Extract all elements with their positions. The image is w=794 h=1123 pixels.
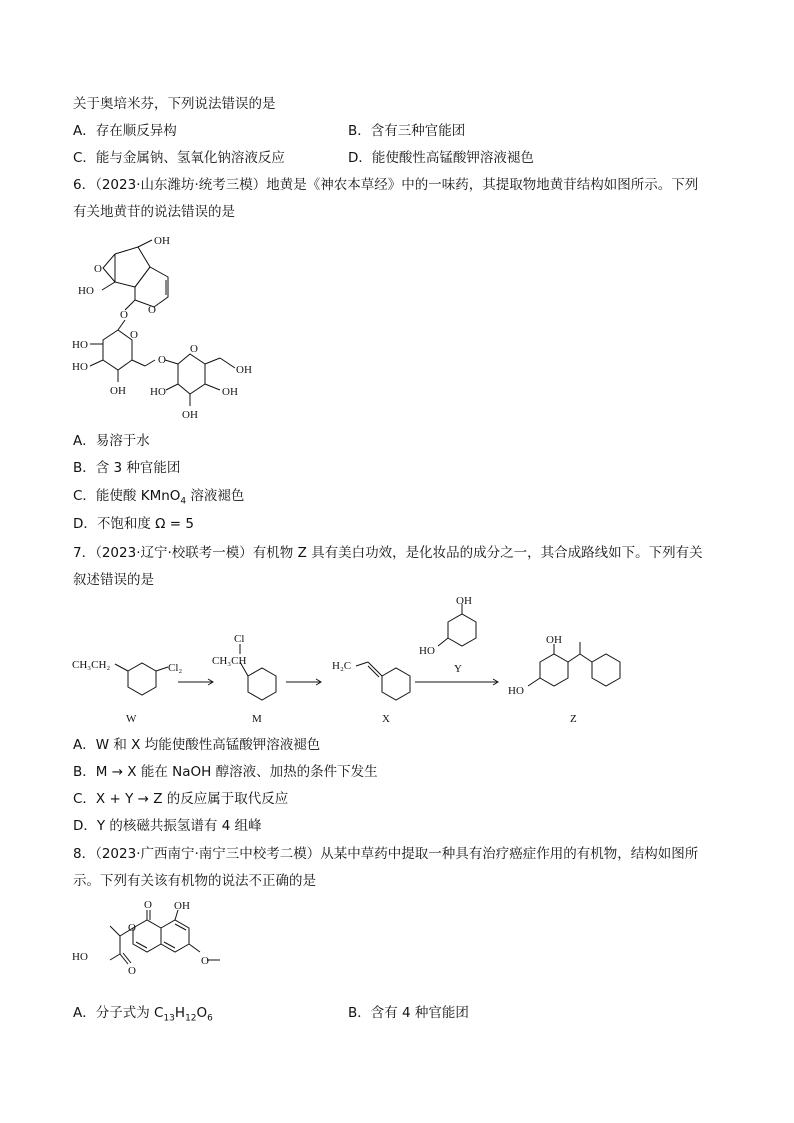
q8-structure-diagram — [70, 898, 240, 998]
q7-option-b: B．M → X 能在 NaOH 醇溶液、加热的条件下发生 — [73, 764, 378, 780]
q8-option-a: A．分子式为 $C_{13}H_{12}O_6$ — [73, 1005, 213, 1024]
q7-label-w-ch3ch2: CH₃CH₂ — [72, 659, 111, 671]
q6-option-c: C．能使酸 KMnO$_4$ 溶液褪色 — [73, 488, 245, 507]
q8-label-o-carbonyl: O — [144, 899, 152, 911]
q7-label-m: M — [252, 713, 262, 725]
q6-option-a: A．易溶于水 — [73, 433, 150, 449]
q6-label-o-ring3: O — [190, 343, 198, 355]
q6-label-ho-sugar1: HO — [72, 339, 88, 351]
q6-label-o-ring: O — [148, 304, 156, 316]
q6-stem-line1: 6．（2023·山东潍坊·统考三模）地黄是《神农本草经》中的一味药，其提取物地黄苷结构如图所示。下列 — [73, 177, 699, 193]
q7-stem-line2: 叙述错误的是 — [73, 572, 154, 588]
q6-stem-line2: 有关地黄苷的说法错误的是 — [73, 204, 235, 220]
q7-synthesis-scheme — [70, 596, 630, 734]
q7-label-x: X — [382, 713, 390, 725]
q8-label-oh: OH — [174, 900, 190, 912]
q8-label-o-acid: O — [128, 965, 136, 977]
q6-label-oh-top: OH — [154, 235, 170, 247]
q6-label-oh-sugar2: OH — [222, 386, 238, 398]
q7-label-m-ch3ch: CH₃CH — [212, 655, 247, 667]
q8-label-o-ring: O — [128, 922, 136, 934]
q7-option-a: A．W 和 X 均能使酸性高锰酸钾溶液褪色 — [73, 737, 321, 753]
q7-label-x-h2c: H₂C — [332, 660, 352, 672]
q5-option-b: B．含有三种官能团 — [348, 123, 466, 139]
q8-label-o-methoxy: O — [201, 955, 209, 967]
q5-option-a: A．存在顺反异构 — [73, 123, 177, 139]
q6-label-o-epoxide: O — [94, 263, 102, 275]
q8-stem-line1: 8．（2023·广西南宁·南宁三中校考二模）从某中草药中提取一种具有治疗癌症作用的有机物，结构如图所 — [73, 846, 699, 862]
q6-label-o-ring2: O — [130, 329, 138, 341]
q6-option-d: D．不饱和度 Ω = 5 — [73, 516, 194, 532]
q6-label-oh-ch2: OH — [236, 364, 252, 376]
q7-stem-line1: 7．（2023·辽宁·校联考一模）有机物 Z 具有美白功效，是化妆品的成分之一，其合成路线如下。下列有关 — [73, 545, 703, 561]
q5-option-c: C．能与金属钠、氢氧化钠溶液反应 — [73, 150, 285, 166]
q6-label-oh-sugar1: OH — [110, 385, 126, 397]
q7-label-z-oh: OH — [546, 634, 562, 646]
q8-stem-line2: 示。下列有关该有机物的说法不正确的是 — [73, 873, 316, 889]
q8-label-ho: HO — [72, 951, 88, 963]
q7-label-z: Z — [570, 713, 577, 725]
q7-label-y-oh: OH — [456, 596, 472, 607]
q8-option-b: B．含有 4 种官能团 — [348, 1005, 469, 1021]
q6-label-ho-sugar2: HO — [150, 386, 166, 398]
q6-structure-diagram — [70, 232, 270, 427]
q7-label-y: Y — [454, 663, 462, 675]
q5-stem: 关于奥培米芬，下列说法错误的是 — [73, 96, 276, 112]
q6-label-ho-sugar1b: HO — [72, 361, 88, 373]
q6-label-o-link2: O — [158, 354, 166, 366]
q6-label-oh-sugar2b: OH — [182, 409, 198, 421]
q7-option-d: D．Y 的核磁共振氢谱有 4 组峰 — [73, 818, 262, 834]
q7-option-c: C．X + Y → Z 的反应属于取代反应 — [73, 791, 289, 807]
q5-option-d: D．能使酸性高锰酸钾溶液褪色 — [348, 150, 534, 166]
q7-label-w-cl2: Cl₂ — [168, 662, 183, 674]
q7-label-y-ho: HO — [419, 645, 435, 657]
q7-label-m-cl: Cl — [234, 633, 245, 645]
q6-label-o-link1: O — [120, 309, 128, 321]
q7-label-w: W — [126, 713, 137, 725]
q6-option-b: B．含 3 种官能团 — [73, 460, 181, 476]
q7-label-z-ho: HO — [508, 685, 524, 697]
q6-label-ho-left: HO — [78, 285, 94, 297]
